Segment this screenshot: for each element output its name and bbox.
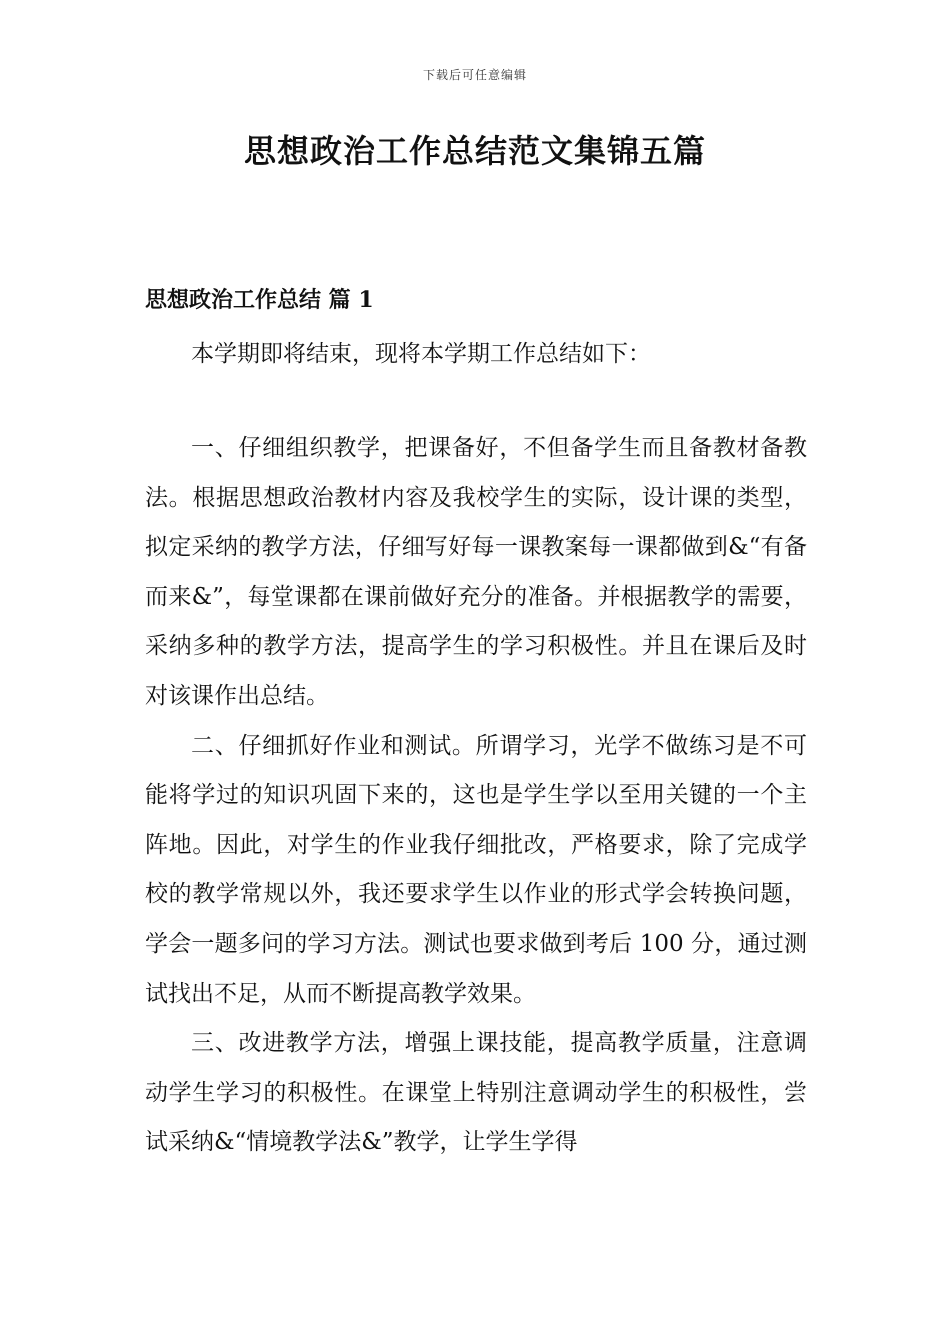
section-heading: 思想政治工作总结 篇 1	[145, 287, 374, 313]
body-text	[145, 424, 807, 1168]
paragraph-2: 二、仔细抓好作业和测试。所谓学习，光学不做练习是不可能将学过的知识巩固下来的，这也是学生学以至用关键的一个主阵地。因此，对学生的作业我仔细批改，严格要求，除了完成学校的教学常规以外，我还要求学生以作业的形式学会转换问题，学会一题多问的学习方法。测试也要求做到考后 100 分，通过测试找出不足，从而不断提高教学效果。	[145, 732, 807, 1007]
header-note: 下载后可任意编辑	[422, 68, 527, 82]
paragraph-3: 三、改进教学方法，增强上课技能，提高教学质量，注意调动学生学习的积极性。在课堂上特别注意调动学生的积极性，尝试采纳&“情境教学法&”教学，让学生学得	[145, 1030, 807, 1156]
document-title: 思想政治工作总结范文集锦五篇	[243, 132, 706, 170]
intro-block	[145, 330, 807, 380]
paragraph-1: 一、仔细组织教学，把课备好，不但备学生而且备教材备教法。根据思想政治教材内容及我校学生的实际，设计课的类型，拟定采纳的教学方法，仔细写好每一课教案每一课都做到&“有备而来&”，每堂课都在课前做好充分的准备。并根据教学的需要，采纳多种的教学方法，提高学生的学习积极性。并且在课后及时对该课作出总结。	[145, 435, 807, 709]
intro-paragraph: 本学期即将结束，现将本学期工作总结如下：	[191, 341, 651, 367]
